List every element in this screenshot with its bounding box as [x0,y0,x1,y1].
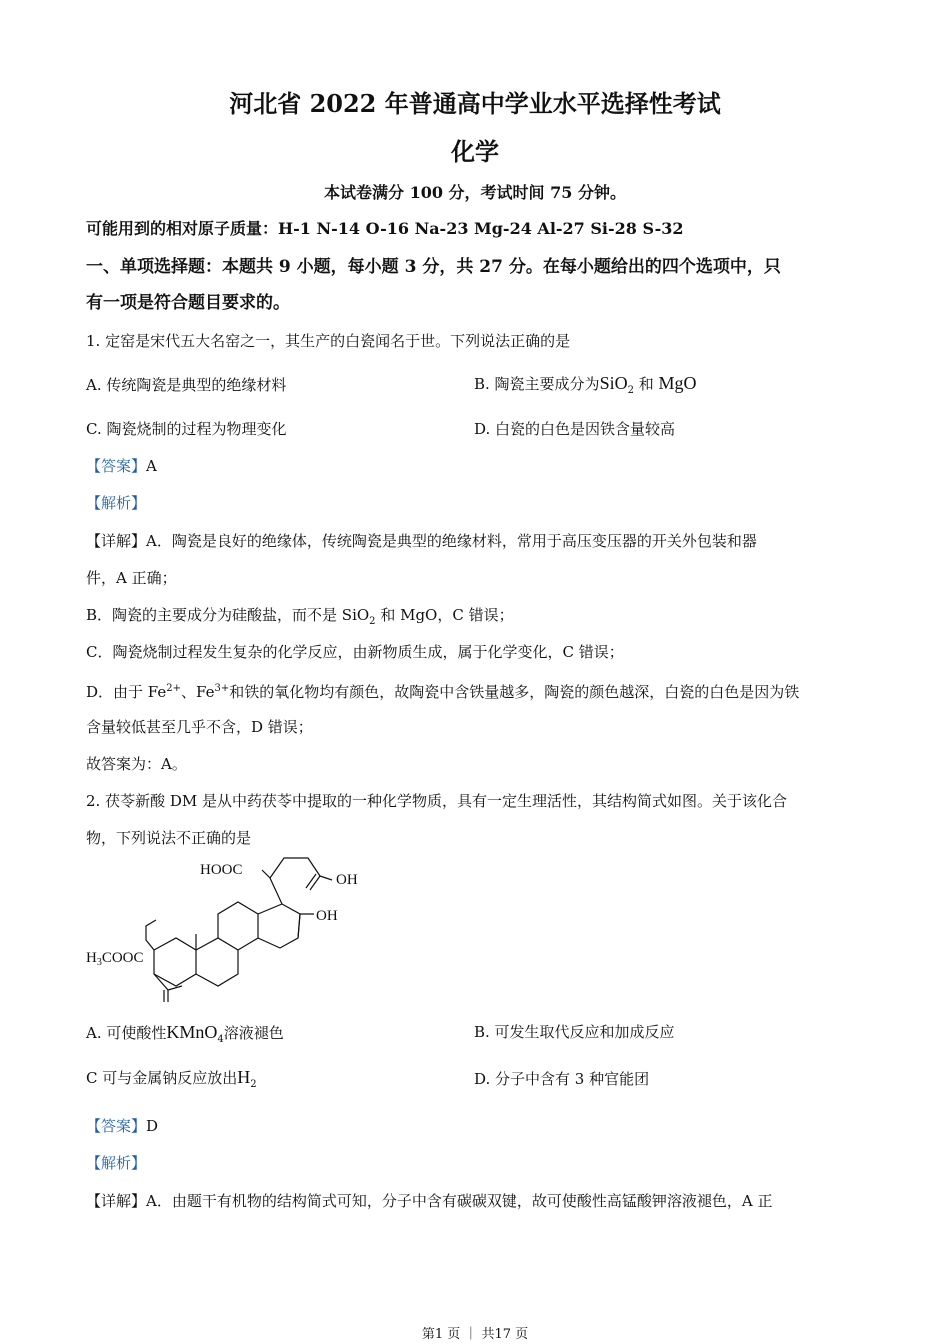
q1-detail-line5: D．由于 $Fe^{2+}$、$Fe^{3+}$和铁的氧化物均有颜色，故陶瓷中含铁量越多，陶瓷的颜色越深，白瓷的白色是因为铁 [86,683,800,701]
q1-detail-line7: 故答案为：A。 [86,755,187,773]
label-oh1: OH [336,872,358,888]
q2-analysis-tag: 【解析】 [86,1154,147,1172]
section-heading-line1: 一、单项选择题：本题共 9 小题，每小题 3 分，共 27 分。在每小题给出的四个选项中，只 [86,257,781,277]
exam-note: 本试卷满分 100 分，考试时间 75 分钟。 [324,183,626,202]
q2-option-d: D. 分子中含有 3 种官能团 [474,1070,650,1088]
q2-option-b: B. 可发生取代反应和加成反应 [474,1023,675,1041]
q1-option-c: C. 陶瓷烧制的过程为物理变化 [86,420,287,438]
q2-detail-line1: 【详解】A．由题干有机物的结构简式可知，分子中含有碳碳双键，故可使酸性高锰酸钾溶液褪色，A 正 [86,1192,773,1210]
q1-stem: 1. 定窑是宋代五大名窑之一，其生产的白瓷闻名于世。下列说法正确的是 [86,332,571,350]
atomic-masses: 可能用到的相对原子质量：H-1 N-14 O-16 Na-23 Mg-24 Al-27 Si-28 S-32 [86,219,684,238]
structure-bonds [146,858,332,1002]
exam-title: 河北省 2022 年普通高中学业水平选择性考试 [229,89,721,118]
q2-option-c: C 可与金属钠反应放出$H_2$ [86,1067,257,1090]
q1-answer: 【答案】A [86,457,157,475]
q1-detail-line1: 【详解】A．陶瓷是良好的绝缘体，传统陶瓷是典型的绝缘材料，常用于高压变压器的开关外包装和器 [86,532,757,550]
q1-option-d: D. 白瓷的白色是因铁含量较高 [474,420,676,438]
q1-detail-line2: 件，A 正确； [86,569,177,587]
q1-option-b: B. 陶瓷主要成分为SiO$_2$ 和 MgO [474,373,697,396]
q1-detail-line4: C．陶瓷烧制过程发生复杂的化学反应，由新物质生成，属于化学变化，C 错误； [86,643,624,661]
q1-detail-line3: B．陶瓷的主要成分为硅酸盐，而不是 SiO$_2$ 和 MgO，C 错误； [86,606,514,627]
label-hooc: HOOC [200,862,243,878]
label-oh2: OH [316,908,338,924]
q2-stem-line2: 物，下列说法不正确的是 [86,829,252,847]
page-footer: 第1 页 ｜ 共17 页 [421,1327,529,1342]
structure-diagram [86,850,426,1010]
q1-analysis-tag: 【解析】 [86,494,147,512]
q2-stem-line1: 2. 茯苓新酸 DM 是从中药茯苓中提取的一种化学物质，具有一定生理活性，其结构简式如图。关于该化合 [86,792,788,810]
q1-option-a: A. 传统陶瓷是典型的绝缘材料 [86,376,287,394]
q2-option-a: A. 可使酸性KMnO$_4$溶液褪色 [86,1022,284,1045]
q1-detail-line6: 含量较低甚至几乎不含，D 错误； [86,718,313,736]
q2-answer: 【答案】D [86,1117,159,1135]
subject-title: 化学 [451,137,499,166]
section-heading-line2: 有一项是符合题目要求的。 [86,293,290,313]
label-h3cooc: $H_3COOC$ [86,950,144,968]
